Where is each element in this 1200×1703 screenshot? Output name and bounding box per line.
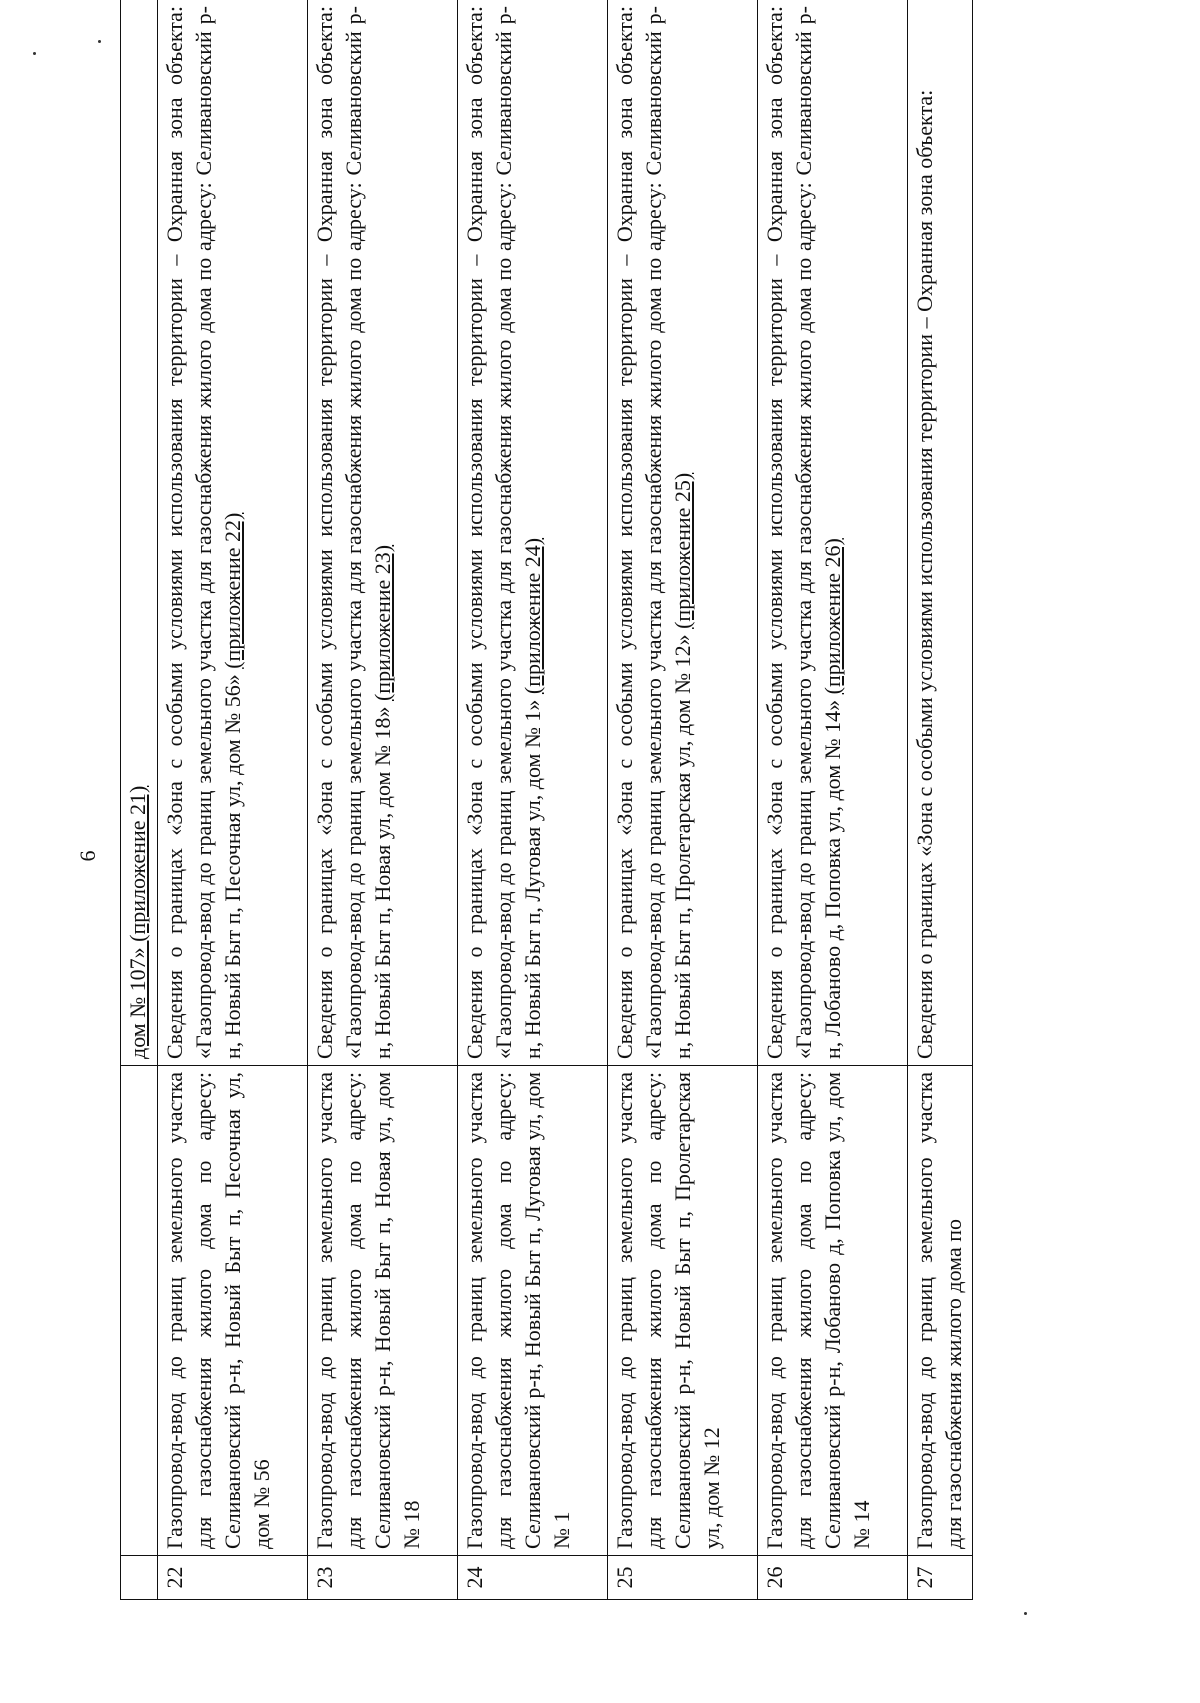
row-number-cell: 26 bbox=[758, 1556, 908, 1600]
info-text: Сведения о границах «Зона с особыми условиями использования территории – Охранная зона объекта: «Газопровод-ввод до границ земельного участка для газоснабжения жилого дома по адресу: Селивановский р-н, Новый Быт п, Песочная ул, дом № 56» bbox=[162, 6, 245, 1059]
object-cell: Газопровод-ввод до границ земельного участка для газоснабжения жилого дома по адресу: Селивановский р-н, Лобаново д, Поповка ул, дом № 14 bbox=[758, 1066, 908, 1556]
table-row bbox=[308, 0, 458, 1600]
info-text: Сведения о границах «Зона с особыми условиями использования территории – Охранная зона объекта: «Газопровод-ввод до границ земельного участка для газоснабжения жилого дома по адресу: Селивановский р-н, Лобаново д, Поповка ул, дом № 14» bbox=[762, 6, 845, 1059]
object-cell: Газопровод-ввод до границ земельного участка для газоснабжения жилого дома по адресу: Селивановский р-н, Новый Быт п, Песочная ул, дом № 56 bbox=[158, 1066, 308, 1556]
appendix-ref: (приложение 26) bbox=[820, 538, 845, 695]
scan-speck bbox=[1024, 1612, 1027, 1615]
appendix-ref: (приложение 25) bbox=[670, 472, 695, 629]
table-row bbox=[908, 0, 973, 1600]
appendix-ref: (приложение 24) bbox=[520, 537, 545, 695]
table-row bbox=[158, 0, 308, 1600]
object-cell: Газопровод-ввод до границ земельного участка для газоснабжения жилого дома по адресу: Селивановский р-н, Новый Быт п, Новая ул, дом № 18 bbox=[308, 1066, 458, 1556]
appendix-ref: (приложение 22) bbox=[220, 512, 245, 669]
info-cell bbox=[908, 0, 973, 1066]
info-text: Сведения о границах «Зона с особыми условиями использования территории – Охранная зона объекта: «Газопровод-ввод до границ земельного участка для газоснабжения жилого дома по адресу: Селивановский р-н, Новый Быт п, Пролетарская ул, дом № 12» bbox=[612, 6, 695, 1059]
info-cell bbox=[121, 0, 158, 1066]
appendix-ref: (приложение 23) bbox=[370, 544, 395, 702]
scan-speck bbox=[33, 52, 36, 55]
continued-info-text: дом № 107» (приложение 21) bbox=[125, 785, 150, 1059]
info-cell bbox=[608, 0, 758, 1066]
row-number-cell: 27 bbox=[908, 1556, 973, 1600]
info-text: Сведения о границах «Зона с особыми условиями использования территории – Охранная зона объекта: «Газопровод-ввод до границ земельного участка для газоснабжения жилого дома по адресу: Селивановский р-н, Новый Быт п, Новая ул, дом № 18» bbox=[312, 6, 395, 1059]
row-number-cell bbox=[121, 1556, 158, 1600]
info-text: Сведения о границах «Зона с особыми условиями использования территории – Охранная зона объекта: «Газопровод-ввод до границ земельного участка для газоснабжения жилого дома по адресу: Селивановский р-н, Новый Быт п, Луговая ул, дом № 1» bbox=[462, 6, 545, 1059]
table-row bbox=[121, 0, 158, 1600]
object-cell: Газопровод-ввод до границ земельного участка для газоснабжения жилого дома по bbox=[908, 1066, 973, 1556]
object-cell: Газопровод-ввод до границ земельного участка для газоснабжения жилого дома по адресу: Селивановский р-н, Новый Быт п, Луговая ул, дом № 1 bbox=[458, 1066, 608, 1556]
info-cell bbox=[308, 0, 458, 1066]
info-cell bbox=[158, 0, 308, 1066]
row-number-cell: 23 bbox=[308, 1556, 458, 1600]
row-number-cell: 25 bbox=[608, 1556, 758, 1600]
info-cell bbox=[758, 0, 908, 1066]
document-table bbox=[120, 0, 973, 1600]
object-cell: Газопровод-ввод до границ земельного участка для газоснабжения жилого дома по адресу: Селивановский р-н, Новый Быт п, Пролетарская ул, дом № 12 bbox=[608, 1066, 758, 1556]
info-text: Сведения о границах «Зона с особыми условиями использования территории – Охранная зона объекта: bbox=[912, 89, 937, 1059]
page-number: 6 bbox=[75, 850, 100, 862]
table-row bbox=[458, 0, 608, 1600]
scan-speck bbox=[98, 40, 101, 43]
table-row bbox=[608, 0, 758, 1600]
row-number-cell: 24 bbox=[458, 1556, 608, 1600]
table-row bbox=[758, 0, 908, 1600]
object-cell bbox=[121, 1066, 158, 1556]
row-number-cell: 22 bbox=[158, 1556, 308, 1600]
info-cell bbox=[458, 0, 608, 1066]
